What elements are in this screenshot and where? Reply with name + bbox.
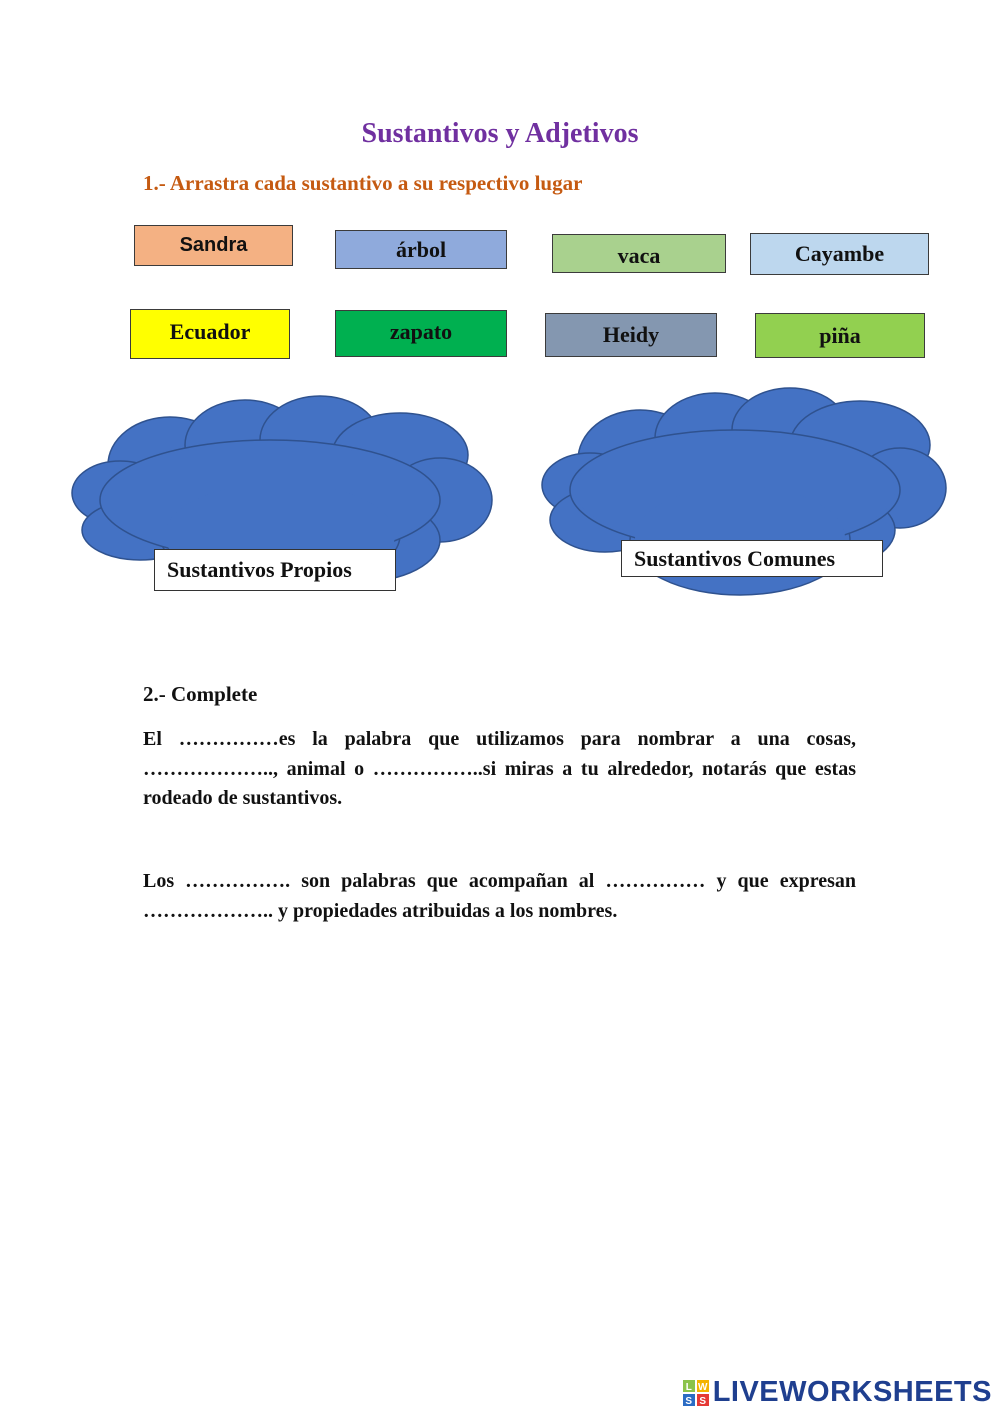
exercise1-instruction: 1.- Arrastra cada sustantivo a su respectivo lugar — [143, 171, 583, 195]
zone-label-propios: Sustantivos Propios — [154, 549, 396, 591]
zone-label-comunes: Sustantivos Comunes — [621, 540, 883, 577]
word-tile-zapato[interactable]: zapato — [335, 310, 507, 357]
word-tile-arbol[interactable]: árbol — [335, 230, 507, 269]
blank-input-2[interactable]: ……………….. — [143, 757, 273, 780]
word-tile-ecuador[interactable]: Ecuador — [130, 309, 290, 359]
blank-input-1[interactable]: …………… — [178, 728, 279, 750]
logo-mark-letter-4: S — [699, 1395, 707, 1406]
word-tile-cayambe[interactable]: Cayambe — [750, 233, 929, 275]
liveworksheets-logo — [683, 1376, 992, 1409]
para2-text-4: y propiedades atribuidas a los nombres. — [273, 899, 618, 922]
word-tile-vaca[interactable]: vaca — [552, 234, 726, 273]
para2-text-1: Los — [143, 870, 186, 892]
para1-text-1: El — [143, 728, 179, 750]
para2-text-2: son palabras que acompañan al — [290, 870, 606, 892]
word-tile-heidy[interactable]: Heidy — [545, 313, 717, 357]
para2-text-3: y que expresan — [705, 870, 856, 892]
liveworksheets-logo-icon — [683, 1380, 709, 1406]
para1-text-4: si miras a tu alrededor, notarás que estas rodeado de sustantivos. — [143, 757, 856, 809]
word-tile-pina[interactable]: piña — [755, 313, 925, 358]
liveworksheets-logo-text: LIVEWORKSHEETS — [712, 1376, 992, 1408]
logo-mark-letter-3: S — [685, 1395, 693, 1406]
para1-text-3: , animal o — [273, 757, 373, 780]
blank-input-3[interactable]: …………….. — [372, 757, 483, 780]
word-tile-sandra[interactable]: Sandra — [134, 225, 293, 266]
blank-input-6[interactable]: ……………….. — [143, 899, 273, 922]
blank-input-4[interactable]: ……………. — [185, 870, 291, 892]
page-title: Sustantivos y Adjetivos — [361, 118, 639, 149]
logo-mark-letter-1: L — [685, 1381, 692, 1393]
paragraph-adjetivo — [143, 867, 856, 926]
exercise2-heading: 2.- Complete — [143, 682, 258, 706]
para1-text-2: es la palabra que utilizamos para nombrar a una cosas, — [278, 728, 856, 750]
blank-input-5[interactable]: …………… — [605, 870, 706, 892]
logo-mark-letter-2: W — [697, 1381, 708, 1393]
paragraph-sustantivo — [143, 725, 856, 814]
